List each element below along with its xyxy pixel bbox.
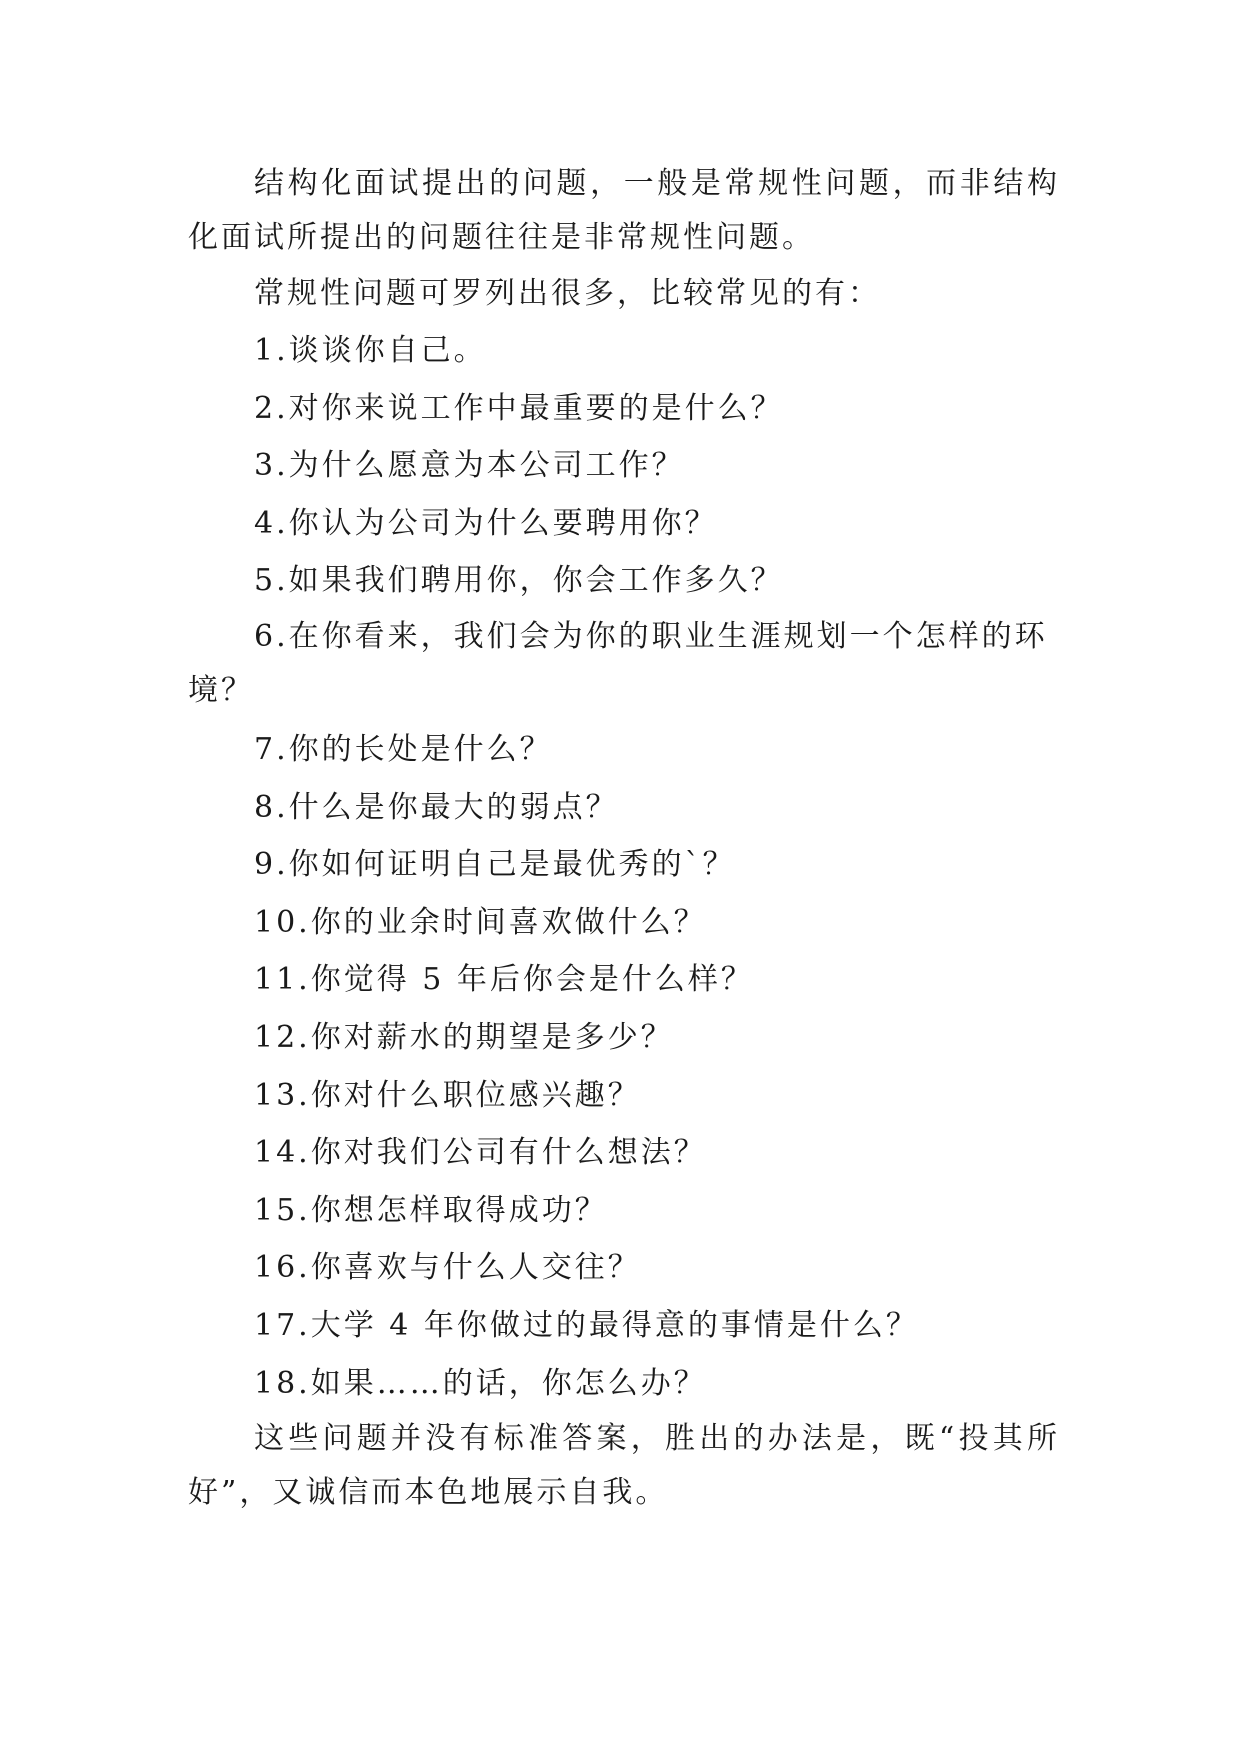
list-item: 8.什么是你最大的弱点？ <box>254 789 619 825</box>
list-item: 4.你认为公司为什么要聘用你？ <box>254 505 718 541</box>
list-item: 11.你觉得 5 年后你会是什么样？ <box>254 962 754 998</box>
document-body <box>188 157 1060 1520</box>
list-item: 17.大学 4 年你做过的最得意的事情是什么？ <box>254 1307 919 1343</box>
list-item: 3.为什么愿意为本公司工作？ <box>254 448 685 484</box>
lead-paragraph: 常规性问题可罗列出很多，比较常见的有： <box>254 276 881 311</box>
list-item: 18.如果……的话，你怎么办？ <box>254 1365 707 1401</box>
list-item: 16.你喜欢与什么人交往？ <box>254 1250 641 1286</box>
conclusion-paragraph: 这些问题并没有标准答案，胜出的办法是，既“投其所好”，又诚信而本色地展示自我。 <box>188 1421 1060 1511</box>
list-item: 1.谈谈你自己。 <box>254 333 487 368</box>
list-item: 15.你想怎样取得成功？ <box>254 1192 608 1228</box>
list-item: 14.你对我们公司有什么想法？ <box>254 1135 707 1171</box>
list-item: 13.你对什么职位感兴趣？ <box>254 1077 641 1113</box>
list-item: 6.在你看来，我们会为你的职业生涯规划一个怎样的环境？ <box>188 618 1048 708</box>
list-item: 9.你如何证明自己是最优秀的`？ <box>254 847 736 883</box>
question-list <box>188 322 1060 1412</box>
list-item: 12.你对薪水的期望是多少？ <box>254 1019 674 1055</box>
list-item: 2.对你来说工作中最重要的是什么？ <box>254 390 784 426</box>
intro-paragraph: 结构化面试提出的问题，一般是常规性问题，而非结构化面试所提出的问题往往是非常规性问题。 <box>188 166 1060 255</box>
list-item: 10.你的业余时间喜欢做什么？ <box>254 904 707 940</box>
list-item: 7.你的长处是什么？ <box>254 731 553 767</box>
list-item: 5.如果我们聘用你，你会工作多久？ <box>254 563 784 599</box>
